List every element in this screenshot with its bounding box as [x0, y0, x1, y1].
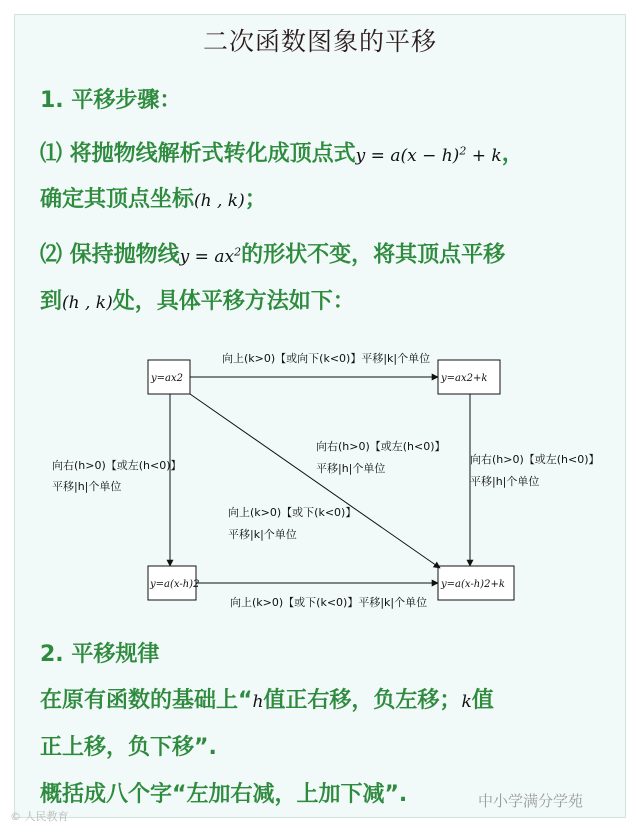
watermark-left: © 人民教育 — [10, 810, 69, 823]
label-right-1: 向右(h>0)【或左(h<0)】 — [470, 453, 600, 466]
step2-prefix: ⑵ 保持抛物线 — [40, 242, 180, 268]
section1-heading: 1. 平移步骤： — [40, 88, 182, 113]
vertex-coordinate-2: (h , k) — [62, 293, 113, 313]
rule-line1 — [40, 686, 494, 717]
page-title: 二次函数图象的平移 — [202, 27, 437, 56]
step2-suffix: 的形状不变，将其顶点平移 — [241, 242, 506, 268]
vertex-form-formula: $y = a(x - h)^2 + k$ — [355, 144, 502, 166]
box-top-left-label: y=ax2 — [151, 373, 183, 384]
rule-line3: 概括成八个字“左加右减，上加下减”. — [40, 782, 408, 807]
label-left-2: 平移|h|个单位 — [52, 480, 122, 493]
step1-line1 — [40, 136, 524, 171]
step1-line2 — [40, 185, 267, 216]
label-diag-1: 向右(h>0)【或左(h<0)】 — [316, 440, 446, 453]
label-diag-2: 平移|h|个单位 — [316, 462, 386, 475]
label-right-2: 平移|h|个单位 — [470, 475, 540, 488]
step1-prefix: ⑴ 将抛物线解析式转化成顶点式 — [40, 141, 356, 167]
translation-diagram — [40, 340, 600, 630]
k-symbol: k — [461, 692, 472, 712]
box-bottom-right-label: y=a(x-h)2+k — [441, 579, 505, 590]
base-form-formula: $y = ax^2$ — [179, 245, 242, 267]
step2-line1 — [40, 237, 505, 272]
label-mid-1: 向上(k>0)【或下(k<0)】 — [228, 506, 357, 519]
step2-line2-prefix: 到 — [40, 289, 63, 314]
rule-line2: 正上移，负下移”. — [40, 735, 217, 760]
arrow-diagonal — [190, 394, 440, 568]
h-symbol: h — [252, 692, 264, 712]
rule-line1-prefix: 在原有函数的基础上“ — [40, 688, 253, 713]
label-bottom: 向上(k>0)【或下(k<0)】平移|k|个单位 — [230, 596, 428, 609]
step1-semicolon: ； — [244, 187, 267, 212]
label-top: 向上(k>0)【或向下(k<0)】平移|k|个单位 — [222, 352, 431, 365]
vertex-coordinate: (h , k) — [194, 191, 245, 211]
box-top-right-label: y=ax2+k — [441, 373, 488, 384]
label-left-1: 向右(h>0)【或左(h<0)】 — [52, 459, 182, 472]
step1-comma: ， — [501, 141, 524, 167]
step2-line2 — [40, 287, 355, 318]
label-mid-2: 平移|k|个单位 — [228, 528, 297, 541]
rule-line1-mid: 值正右移，负左移； — [263, 688, 462, 713]
box-bottom-left-label: y=a(x-h)2 — [150, 579, 200, 590]
watermark-right: 中小学满分学苑 — [478, 792, 584, 810]
rule-line1-suffix: 值 — [471, 688, 494, 713]
step2-line2-suffix: 处，具体平移方法如下： — [112, 289, 355, 314]
step1-line2-text: 确定其顶点坐标 — [40, 187, 195, 212]
section2-heading: 2. 平移规律 — [40, 642, 160, 667]
